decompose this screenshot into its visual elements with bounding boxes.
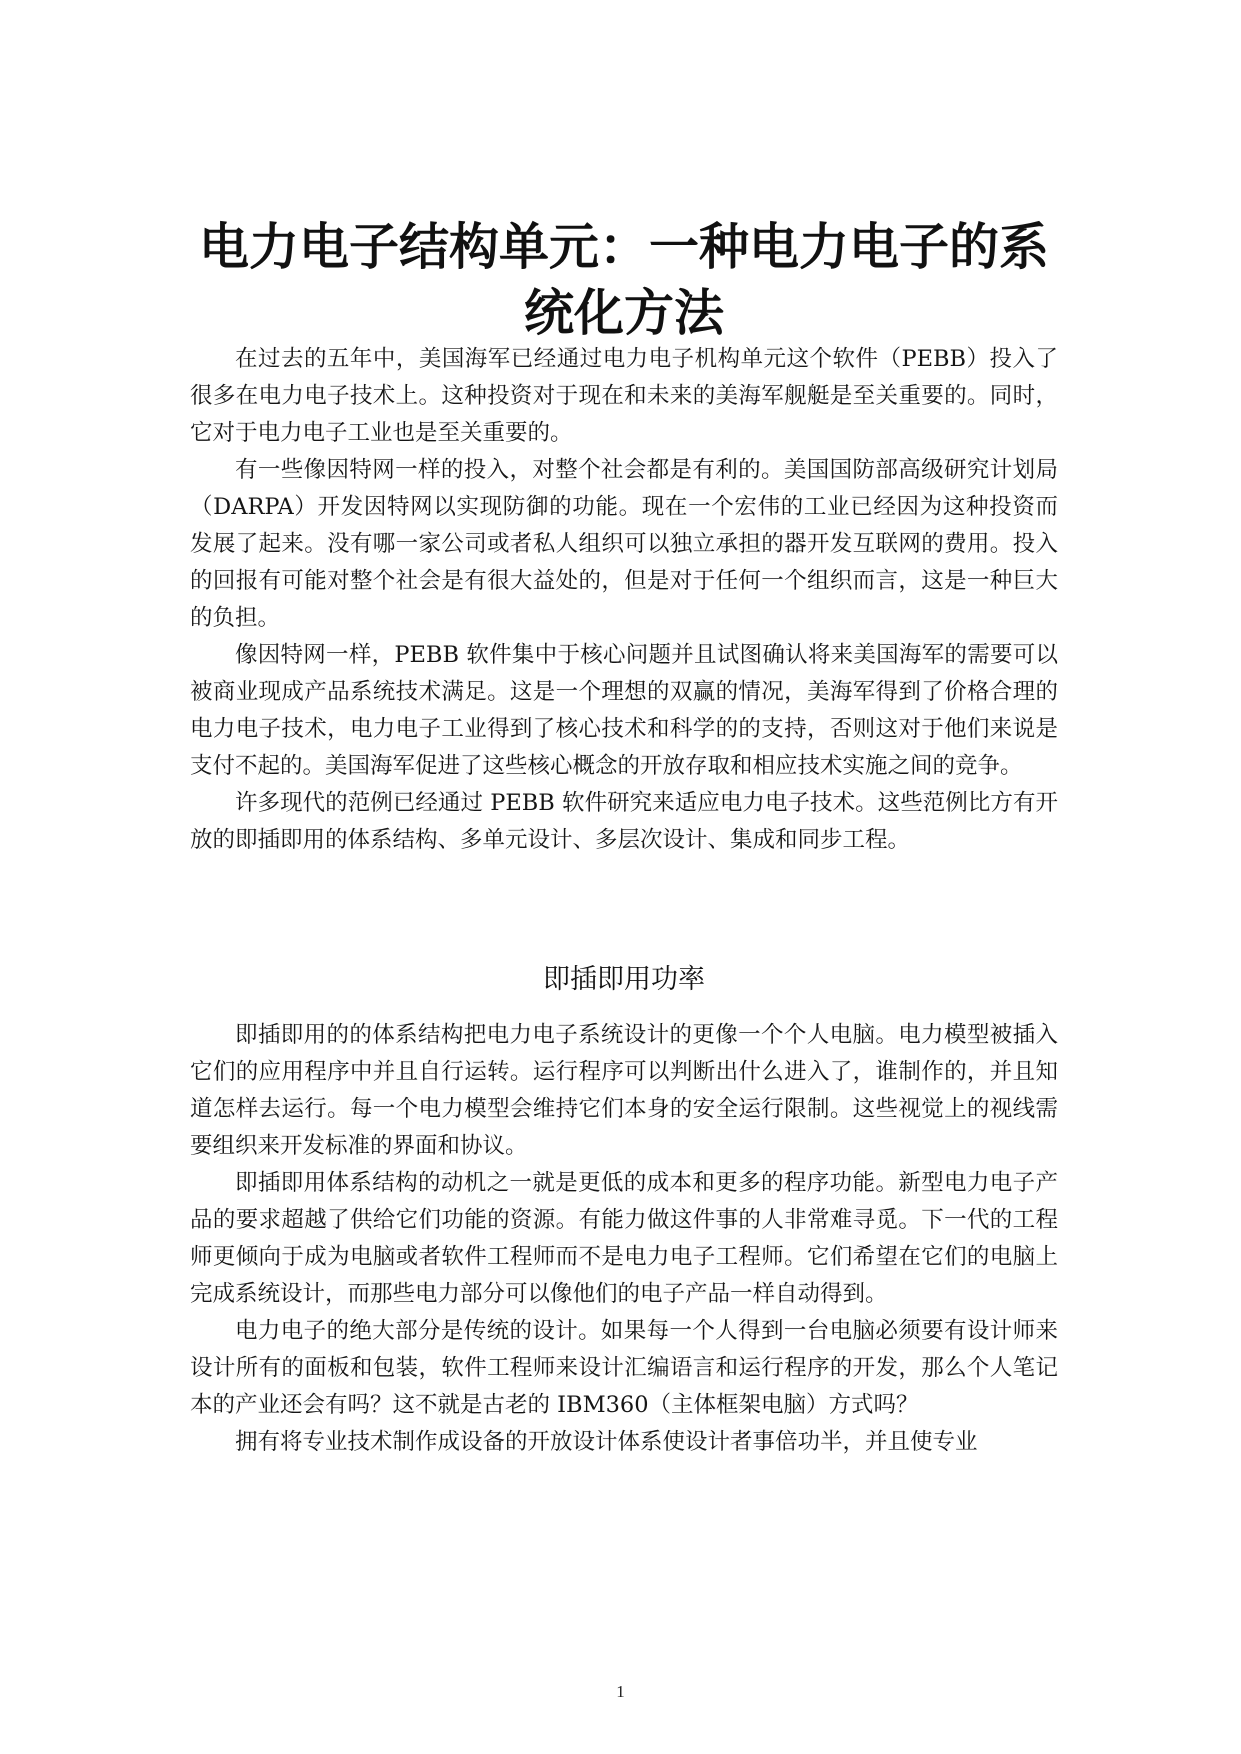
paragraph: 即插即用的的体系结构把电力电子系统设计的更像一个个人电脑。电力模型被插入它们的应用程序中并且自行运转。运行程序可以判断出什么进入了，谁制作的，并且知道怎样去运行。每一个电力模型会维持它们本身的安全运行限制。这些视觉上的视线需要组织来开发标准的界面和协议。 bbox=[190, 1022, 1058, 1159]
paragraph: 即插即用体系结构的动机之一就是更低的成本和更多的程序功能。新型电力电子产品的要求超越了供给它们功能的资源。有能力做这件事的人非常难寻觅。下一代的工程师更倾向于成为电脑或者软件工程师而不是电力电子工程师。它们希望在它们的电脑上完成系统设计，而那些电力部分可以像他们的电子产品一样自动得到。 bbox=[190, 1170, 1058, 1307]
paragraph: 像因特网一样，PEBB 软件集中于核心问题并且试图确认将来美国海军的需要可以被商业现成产品系统技术满足。这是一个理想的双赢的情况，美海军得到了价格合理的电力电子技术，电力电子工业得到了核心技术和科学的的支持，否则这对于他们来说是支付不起的。美国海军促进了这些核心概念的开放存取和相应技术实施之间的竞争。 bbox=[190, 642, 1058, 779]
paragraph: 许多现代的范例已经通过 PEBB 软件研究来适应电力电子技术。这些范例比方有开放的即插即用的体系结构、多单元设计、多层次设计、集成和同步工程。 bbox=[190, 790, 1058, 853]
section-heading: 即插即用功率 bbox=[543, 964, 705, 995]
paragraph: 电力电子的绝大部分是传统的设计。如果每一个人得到一台电脑必须要有设计师来设计所有的面板和包装，软件工程师来设计汇编语言和运行程序的开发，那么个人笔记本的产业还会有吗？这不就是古老的 IBM360（主体框架电脑）方式吗？ bbox=[190, 1318, 1058, 1418]
document-title: 电力电子结构单元：一种电力电子的系统化方法 bbox=[199, 218, 1049, 342]
intro-body bbox=[190, 341, 1058, 859]
page-number: 1 bbox=[616, 1682, 625, 1701]
paragraph: 在过去的五年中，美国海军已经通过电力电子机构单元这个软件（PEBB）投入了很多在电力电子技术上。这种投资对于现在和未来的美海军舰艇是至关重要的。同时，它对于电力电子工业也是至关重要的。 bbox=[190, 346, 1058, 446]
paragraph: 有一些像因特网一样的投入，对整个社会都是有利的。美国国防部高级研究计划局（DARPA）开发因特网以实现防御的功能。现在一个宏伟的工业已经因为这种投资而发展了起来。没有哪一家公司或者私人组织可以独立承担的器开发互联网的费用。投入的回报有可能对整个社会是有很大益处的，但是对于任何一个组织而言，这是一种巨大的负担。 bbox=[190, 457, 1058, 631]
section-body bbox=[190, 1017, 1058, 1461]
paragraph: 拥有将专业技术制作成设备的开放设计体系使设计者事倍功半，并且使专业 bbox=[235, 1429, 978, 1455]
